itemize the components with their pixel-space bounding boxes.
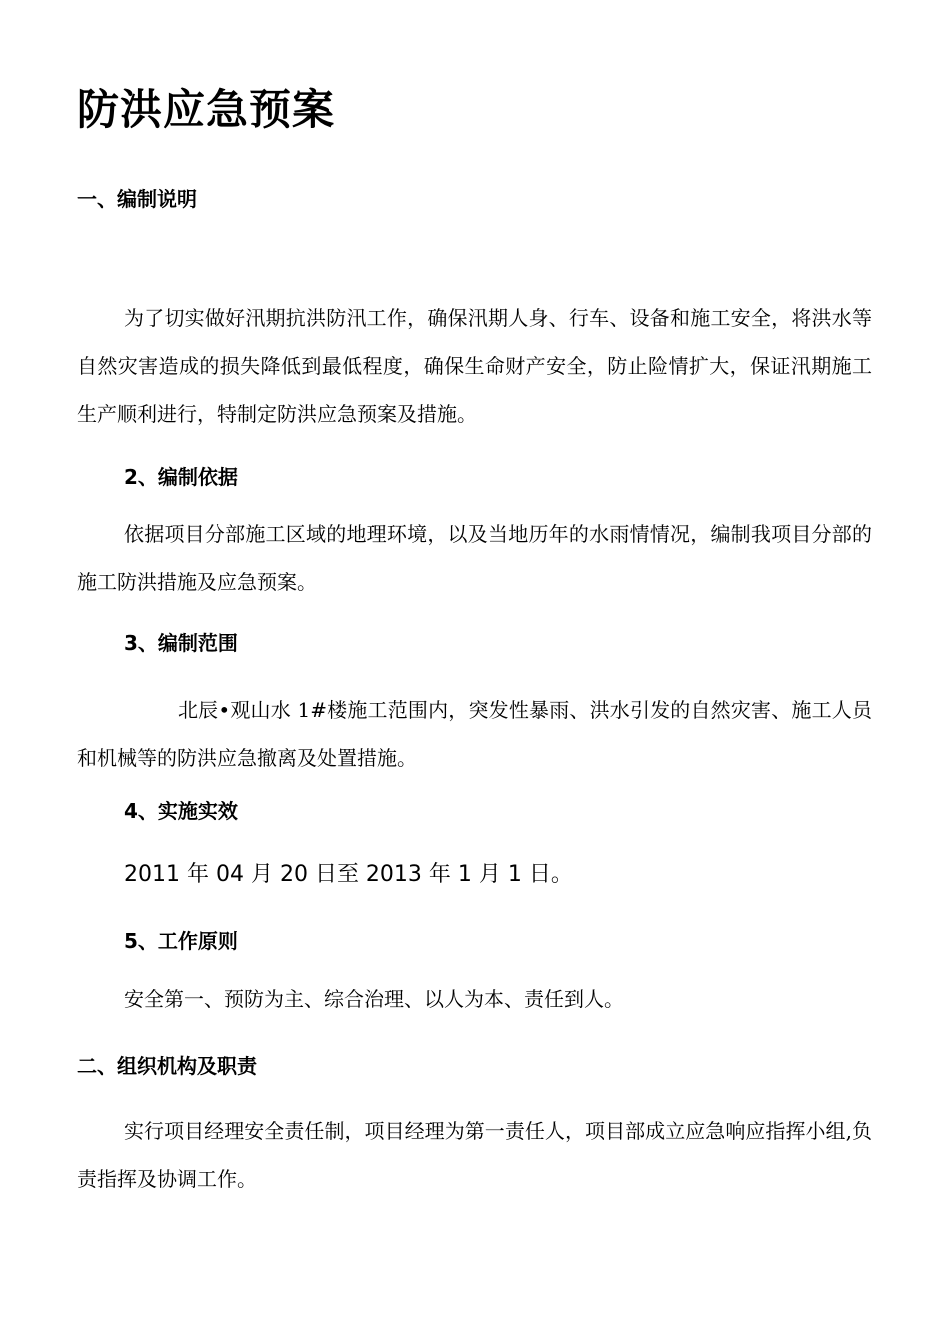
paragraph-basis: 依据项目分部施工区域的地理环境，以及当地历年的水雨情情况，编制我项目分部的施工防洪措施及应急预案。 <box>77 522 872 594</box>
implementation-period-text: 2011 年 04 月 20 日至 2013 年 1 月 1 日。 <box>124 862 573 887</box>
section-heading-implementation-period: 4、实施实效 <box>124 799 238 823</box>
section-heading-basis: 2、编制依据 <box>124 465 238 489</box>
section-heading-working-principles: 5、工作原则 <box>124 929 238 953</box>
document-title: 防洪应急预案 <box>77 85 336 134</box>
paragraph-organization: 实行项目经理安全责任制，项目经理为第一责任人，项目部成立应急响应指挥小组,负责指挥及协调工作。 <box>77 1119 872 1191</box>
paragraph-scope: 北辰•观山水 1#楼施工范围内，突发性暴雨、洪水引发的自然灾害、施工人员和机械等的防洪应急撤离及处置措施。 <box>77 698 872 770</box>
working-principles-text: 安全第一、预防为主、综合治理、以人为本、责任到人。 <box>124 987 624 1011</box>
paragraph-compilation-notes: 为了切实做好汛期抗洪防汛工作，确保汛期人身、行车、设备和施工安全，将洪水等自然灾害造成的损失降低到最低程度，确保生命财产安全，防止险情扩大，保证汛期施工生产顺利进行，特制定防洪应急预案及措施。 <box>77 306 872 426</box>
section-heading-scope: 3、编制范围 <box>124 631 238 655</box>
section-heading-compilation-notes: 一、编制说明 <box>77 187 197 211</box>
section-heading-organization: 二、组织机构及职责 <box>77 1054 257 1078</box>
